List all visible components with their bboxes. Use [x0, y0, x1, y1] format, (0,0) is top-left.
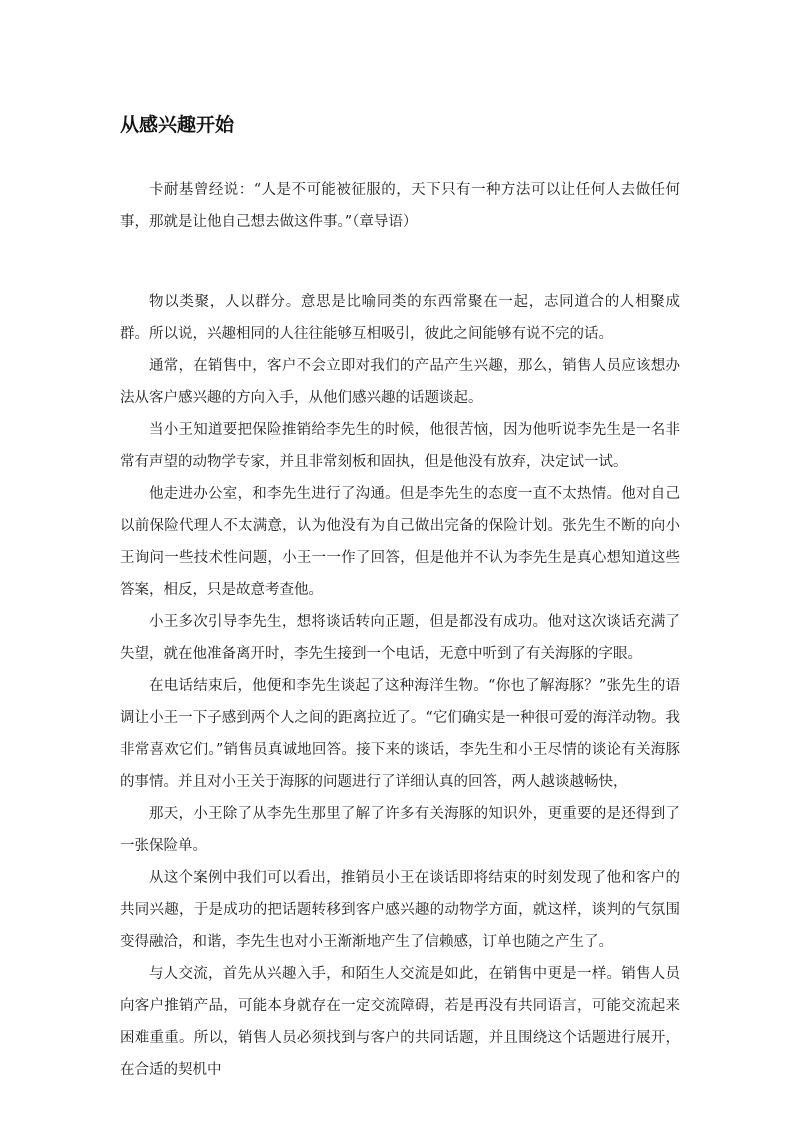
- paragraph: 物以类聚，人以群分。意思是比喻同类的东西常聚在一起，志同道合的人相聚成群。所以说，兴趣相同的人往往能够互相吸引，彼此之间能够有说不完的话。: [120, 294, 680, 342]
- paragraph: 与人交流，首先从兴趣入手，和陌生人交流是如此，在销售中更是一样。销售人员向客户推销产品，可能本身就存在一定交流障碍，若是再没有共同语言，可能交流起来困难重重。所以，销售人员必须找到与客户的共同话题，并且围绕这个话题进行展开，在合适的契机中: [120, 966, 680, 1078]
- paragraph: 当小王知道要把保险推销给李先生的时候，他很苦恼，因为他听说李先生是一名非常有声望的动物学专家，并且非常刻板和固执，但是他没有放弃，决定试一试。: [120, 422, 680, 470]
- paragraph: 小王多次引导李先生，想将谈话转向正题，但是都没有成功。他对这次谈话充满了失望，就在他准备离开时，李先生接到一个电话，无意中听到了有关海豚的字眼。: [120, 614, 680, 662]
- paragraph: 通常，在销售中，客户不会立即对我们的产品产生兴趣，那么，销售人员应该想办法从客户感兴趣的方向入手，从他们感兴趣的话题谈起。: [120, 358, 680, 406]
- document-title: 从感兴趣开始: [120, 114, 235, 136]
- paragraph: 那天，小王除了从李先生那里了解了许多有关海豚的知识外，更重要的是还得到了一张保险单。: [120, 806, 680, 854]
- document-body: [120, 286, 680, 1086]
- paragraph: 从这个案例中我们可以看出，推销员小王在谈话即将结束的时刻发现了他和客户的共同兴趣，于是成功的把话题转移到客户感兴趣的动物学方面，就这样，谈判的气氛围变得融洽，和谐，李先生也对小王渐渐地产生了信赖感，订单也随之产生了。: [120, 870, 680, 950]
- paragraph: 他走进办公室，和李先生进行了沟通。但是李先生的态度一直不太热情。他对自己以前保险代理人不太满意，认为他没有为自己做出完备的保险计划。张先生不断的向小王询问一些技术性问题，小王一一作了回答，但是他并不认为李先生是真心想知道这些答案，相反，只是故意考查他。: [120, 486, 680, 598]
- chapter-intro: 卡耐基曾经说：“人是不可能被征服的，天下只有一种方法可以让任何人去做任何事，那就是让他自己想去做这件事。”（章导语）: [120, 182, 680, 230]
- paragraph: 在电话结束后，他便和李先生谈起了这种海洋生物。“你也了解海豚？”张先生的语调让小王一下子感到两个人之间的距离拉近了。“它们确实是一种很可爱的海洋动物。我非常喜欢它们。”销售员真诚地回答。接下来的谈话，李先生和小王尽情的谈论有关海豚的事情。并且对小王关于海豚的问题进行了详细认真的回答，两人越谈越畅快，: [120, 678, 680, 790]
